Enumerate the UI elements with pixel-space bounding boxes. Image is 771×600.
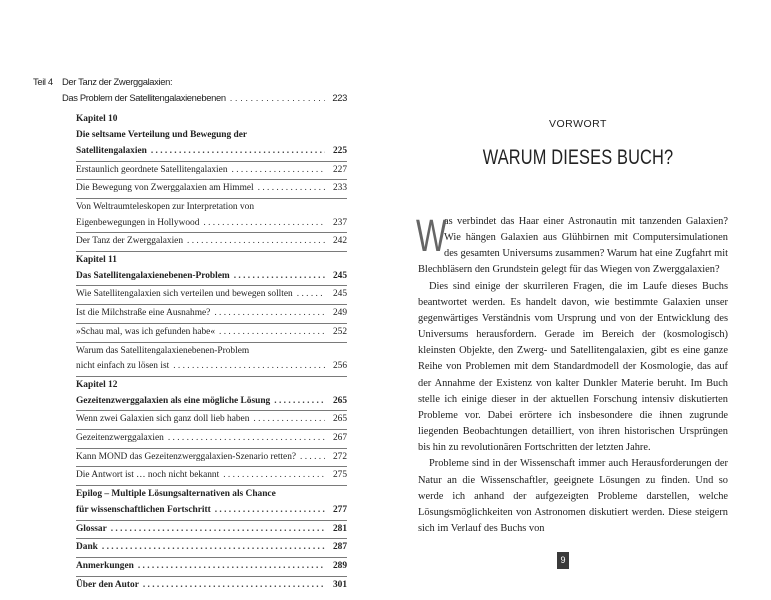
dot-leader <box>230 90 325 106</box>
dank-title: Dank <box>76 542 98 553</box>
section-entry[interactable] <box>76 181 347 197</box>
divider <box>76 410 347 411</box>
dot-leader <box>223 468 325 484</box>
body-text <box>416 210 728 537</box>
chapter-label: Kapitel 11 <box>76 255 117 266</box>
autor-entry[interactable] <box>76 578 347 594</box>
section-title-line1: Von Weltraumteleskopen zur Interpretation von <box>76 201 255 212</box>
dot-leader <box>300 450 325 466</box>
section-page: 249 <box>332 308 347 319</box>
part-4-entry[interactable] <box>33 74 347 105</box>
section-page: 233 <box>332 183 347 194</box>
section-entry[interactable] <box>76 412 347 428</box>
divider <box>76 466 347 467</box>
dot-leader <box>258 181 325 197</box>
section-title: Die Bewegung von Zwerggalaxien am Himmel <box>76 183 254 194</box>
dot-leader <box>173 359 325 375</box>
section-entry[interactable] <box>76 306 347 322</box>
epilog-page: 277 <box>332 504 347 515</box>
chapter-10 <box>33 112 347 252</box>
epilog-entry[interactable] <box>33 487 347 518</box>
divider <box>76 342 347 343</box>
section-title: Wie Satellitengalaxien sich verteilen und bewegen sollten <box>76 289 293 300</box>
paragraph-2: Dies sind einige der skurrileren Fragen, die im Laufe dieses Buchs beantwortet werden. Es handelt davon, wie bestimmte Galaxien unser gegenwärtiges Verständnis vom Ursprung und von der Entwicklung des Universums herausfordern. Gerade im Bereich der (kosmologisch) kleinsten Objekte, den Zwerg- und Satellitengalaxien, gibt es eine ganze Reihe von Problemen mit dem Standardmodell der Kosmologie, das auf der Annahme der Existenz von kalter Dunkler Materie beruht. Im Buch stelle ich einige dieser in der aktuellen Forschung intensiv diskutierten Probleme vor. Dabei erörtere ich insbesondere die ihnen zugrunde liegenden Beobachtungen detailliert, von ihren historischen Ursprüngen bis hin zu revolutionären Fortschritten der letzten Jahre. <box>418 280 728 454</box>
dot-leader <box>297 287 325 303</box>
dot-leader <box>168 431 325 447</box>
chapter-title-line2: Satellitengalaxien <box>76 145 147 156</box>
epilog-title-line2: für wissenschaftlichen Fortschritt <box>76 504 211 515</box>
section-entry[interactable] <box>76 234 347 250</box>
section-page: 265 <box>332 414 347 425</box>
section-page: 267 <box>332 433 347 444</box>
section-title: Die Antwort ist … noch nicht bekannt <box>76 470 220 481</box>
section-entry[interactable] <box>76 468 347 484</box>
section-title: Wenn zwei Galaxien sich ganz doll lieb haben <box>76 414 250 425</box>
autor-title: Über den Autor <box>76 579 139 590</box>
part-title-line2: Das Problem der Satellitengalaxienebenen <box>62 91 226 103</box>
section-page: 237 <box>332 217 347 228</box>
dot-leader <box>143 578 325 594</box>
drop-cap: W <box>416 210 447 261</box>
paragraph-3: Probleme sind in der Wissenschaft immer auch Herausforderungen der Natur an die Wissenschaftler, geeignete Lösungen zu finden. Und so werde ich anhand der aufgezeigten Probleme darstellen, welche Lösungsmöglichkeiten von Astronomen diskutiert werden. Diese steigern sich im Verlauf des Buchs von <box>418 458 728 534</box>
section-title-line2: Eigenbewegungen in Hollywood <box>76 217 200 228</box>
section-page: 245 <box>332 289 347 300</box>
chapter-title-row[interactable] <box>76 144 347 160</box>
dank-entry[interactable] <box>76 540 347 556</box>
section-entry[interactable] <box>33 344 347 375</box>
dot-leader <box>219 325 325 341</box>
section-title: Erstaunlich geordnete Satellitengalaxien <box>76 164 228 175</box>
divider <box>76 376 347 377</box>
dot-leader <box>138 559 325 575</box>
dot-leader <box>102 540 325 556</box>
glossar-page: 281 <box>332 523 347 534</box>
anmerkungen-page: 289 <box>332 560 347 571</box>
divider <box>76 520 347 521</box>
chapter-title: Gezeitenzwerggalaxien als eine mögliche Lösung <box>76 395 271 406</box>
dot-leader <box>274 394 325 410</box>
divider <box>76 179 347 180</box>
section-title-line2: nicht einfach zu lösen ist <box>76 361 170 372</box>
divider <box>76 198 347 199</box>
divider <box>76 285 347 286</box>
section-entry[interactable] <box>76 163 347 179</box>
section-entry[interactable] <box>76 450 347 466</box>
divider <box>76 232 347 233</box>
section-entry[interactable] <box>76 431 347 447</box>
glossar-title: Glossar <box>76 523 107 534</box>
autor-page: 301 <box>332 579 347 590</box>
chapter-title: Das Satellitengalaxienebenen-Problem <box>76 270 230 281</box>
divider <box>76 485 347 486</box>
page-number: 9 <box>557 552 569 569</box>
section-page: 242 <box>332 236 347 247</box>
section-page: 272 <box>332 451 347 462</box>
dot-leader <box>187 234 325 250</box>
section-page: 227 <box>332 164 347 175</box>
divider <box>76 448 347 449</box>
divider <box>76 251 347 252</box>
section-title-line1: Warum das Satellitengalaxienebenen-Problem <box>76 345 250 356</box>
section-title: Ist die Milchstraße eine Ausnahme? <box>76 308 211 319</box>
dot-leader <box>234 269 325 285</box>
section-page: 252 <box>332 326 347 337</box>
section-title: Gezeitenzwerggalaxien <box>76 433 164 444</box>
section-entry[interactable] <box>76 287 347 303</box>
anmerkungen-title: Anmerkungen <box>76 560 134 571</box>
backmatter <box>33 487 347 593</box>
chapter-title-row[interactable] <box>76 394 347 410</box>
divider <box>76 161 347 162</box>
epilog-title-line1: Epilog – Multiple Lösungsalternativen als Chance <box>76 489 276 500</box>
dot-leader <box>214 306 325 322</box>
left-page <box>0 0 385 600</box>
dot-leader <box>203 216 325 232</box>
page-title: WARUM DIESES BUCH? <box>482 146 674 169</box>
chapter-12 <box>33 378 347 486</box>
chapter-title-row[interactable] <box>76 269 347 285</box>
anmerkungen-entry[interactable] <box>76 559 347 575</box>
divider <box>76 429 347 430</box>
section-page: 256 <box>332 361 347 372</box>
section-title: Der Tanz der Zwerggalaxien <box>76 236 184 247</box>
section-entry[interactable] <box>33 200 347 231</box>
section-label: VORWORT <box>549 118 607 130</box>
right-page <box>385 0 771 600</box>
part-label: Teil 4 <box>33 76 53 87</box>
part-title-row <box>62 90 347 106</box>
divider <box>76 576 347 577</box>
dot-leader <box>232 163 325 179</box>
chapter-page: 225 <box>332 145 347 156</box>
chapter-11 <box>33 253 347 377</box>
section-page: 275 <box>332 470 347 481</box>
part-page: 223 <box>332 91 347 103</box>
dot-leader <box>253 412 325 428</box>
chapter-page: 245 <box>332 270 347 281</box>
chapter-label: Kapitel 12 <box>76 379 118 390</box>
divider <box>76 323 347 324</box>
divider <box>76 538 347 539</box>
dank-page: 287 <box>332 542 347 553</box>
dot-leader <box>151 144 325 160</box>
dot-leader <box>111 522 325 538</box>
paragraph-1 <box>416 210 728 279</box>
glossar-entry[interactable] <box>76 522 347 538</box>
paragraph-1-text: as verbindet das Haar einer Astronautin mit tanzenden Galaxien? Wie hängen Galaxien aus Glühbirnen mit Computersimulationen des gesamten Universums zusammen? Warum hat eine Zugfahrt mit Blechbläsern den Grundstein gelegt für das Wiegen von Zwerggalaxien? <box>418 216 728 276</box>
section-entry[interactable] <box>76 325 347 341</box>
divider <box>76 304 347 305</box>
table-of-contents <box>33 74 347 593</box>
chapter-page: 265 <box>332 395 347 406</box>
section-title: »Schau mal, was ich gefunden habe« <box>76 326 216 337</box>
chapter-title-line1: Die seltsame Verteilung und Bewegung der <box>76 130 248 141</box>
part-title-line1: Der Tanz der Zwerggalaxien: <box>62 76 173 87</box>
divider <box>76 557 347 558</box>
chapter-label: Kapitel 10 <box>76 114 118 125</box>
section-title: Kann MOND das Gezeitenzwerggalaxien-Szenario retten? <box>76 451 297 462</box>
dot-leader <box>215 503 325 519</box>
